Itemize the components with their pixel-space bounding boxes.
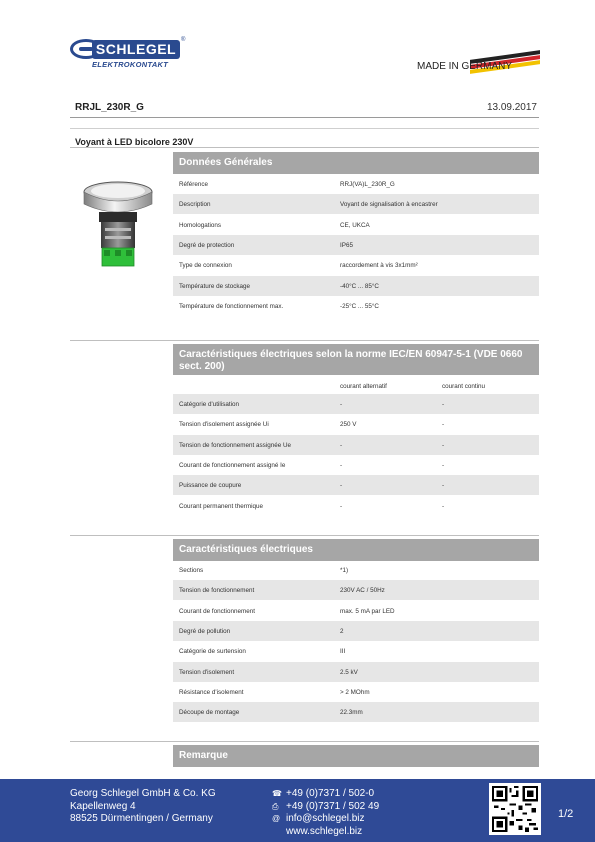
company-address bbox=[70, 788, 216, 826]
product-image bbox=[78, 180, 158, 280]
row-value: max. 5 mA par LED bbox=[340, 607, 395, 615]
row-label: Degré de protection bbox=[179, 241, 235, 249]
table-row bbox=[173, 475, 539, 495]
row-label: Découpe de montage bbox=[179, 709, 240, 717]
at-icon: @ bbox=[272, 814, 281, 823]
row-label: Description bbox=[179, 201, 211, 209]
row-label: Homologations bbox=[179, 221, 222, 229]
section-divider bbox=[70, 147, 539, 148]
row-value: - bbox=[340, 401, 343, 408]
row-value-dc: - bbox=[442, 482, 445, 490]
header-divider bbox=[70, 117, 539, 118]
row-value: Voyant de signalisation à encastrer bbox=[340, 201, 438, 209]
section-header-electrical: Caractéristiques électriques bbox=[173, 539, 539, 561]
phone-number[interactable]: +49 (0)7371 / 502-0 bbox=[286, 788, 375, 799]
row-value: IP65 bbox=[340, 241, 353, 249]
table-row bbox=[173, 235, 539, 255]
section-header-remark: Remarque bbox=[173, 745, 539, 767]
row-label: Type de connexion bbox=[179, 262, 232, 270]
table-row bbox=[173, 455, 539, 475]
fax-number: +49 (0)7371 / 502 49 bbox=[286, 800, 380, 812]
product-title: Voyant à LED bicolore 230V bbox=[75, 137, 194, 147]
table-row bbox=[173, 296, 539, 316]
row-label: Tension d'isolement bbox=[179, 668, 235, 676]
row-value: 2 bbox=[340, 627, 344, 635]
row-value-dc: - bbox=[442, 441, 445, 449]
row-label: Degré de pollution bbox=[179, 627, 231, 635]
row-value-dc: - bbox=[442, 502, 445, 510]
row-value: *1) bbox=[340, 567, 349, 574]
fax-icon: ⎙ bbox=[272, 801, 279, 811]
row-value: -25°C ... 55°C bbox=[340, 302, 379, 310]
company-street: Kapellenweg 4 bbox=[70, 800, 136, 812]
row-label: Courant permanent thermique bbox=[179, 502, 264, 510]
row-label: Température de fonctionnement max. bbox=[179, 302, 284, 310]
row-label: Tension de fonctionnement assignée Ue bbox=[179, 441, 292, 449]
table-row bbox=[173, 682, 539, 702]
qr-code[interactable] bbox=[489, 783, 541, 835]
logo-registered-mark: ® bbox=[181, 37, 186, 43]
table-row bbox=[173, 702, 539, 722]
row-value: -40°C ... 85°C bbox=[340, 282, 379, 290]
column-header-row bbox=[173, 376, 539, 396]
column-header-dc: courant continu bbox=[442, 383, 486, 390]
table-row bbox=[173, 601, 539, 621]
section-header-electrical-norm: Caractéristiques électriques selon la norme IEC/EN 60947-5-1 (VDE 0660 sect. 200) bbox=[173, 344, 539, 375]
row-value: - bbox=[340, 441, 343, 449]
row-value: 22.3mm bbox=[340, 709, 363, 717]
row-label: Température de stockage bbox=[179, 282, 251, 290]
table-row bbox=[173, 435, 539, 455]
website-link[interactable]: www.schlegel.biz bbox=[286, 825, 363, 837]
table-row bbox=[173, 560, 539, 580]
section-header-general: Données Générales bbox=[173, 152, 539, 174]
logo-box bbox=[92, 40, 180, 59]
row-value: - bbox=[340, 461, 343, 469]
row-label: Catégorie d'utilisation bbox=[179, 401, 240, 408]
row-label: Tension d'isolement assignée Ui bbox=[179, 421, 269, 429]
table-row bbox=[173, 580, 539, 600]
column-header-ac: courant alternatif bbox=[340, 383, 387, 390]
row-value-dc: - bbox=[442, 421, 445, 429]
row-value-dc: - bbox=[442, 401, 445, 408]
logo-subtitle: ELEKTROKONTAKT bbox=[92, 60, 169, 69]
table-row bbox=[173, 394, 539, 414]
row-label: Résistance d'isolement bbox=[179, 688, 244, 696]
row-value: RRJ(VA)L_230R_G bbox=[340, 181, 395, 188]
page-footer bbox=[0, 779, 595, 842]
row-label: Sections bbox=[179, 567, 204, 574]
section-divider bbox=[70, 535, 539, 536]
section-divider bbox=[70, 340, 539, 341]
made-in-germany: MADE IN GERMANY bbox=[417, 61, 513, 72]
company-contact bbox=[272, 788, 379, 838]
row-value: raccordement à vis 3x1mm² bbox=[340, 262, 418, 270]
row-label: Courant de fonctionnement assigné Ie bbox=[179, 461, 286, 469]
company-city: 88525 Dürmentingen / Germany bbox=[70, 813, 213, 824]
row-value: - bbox=[340, 502, 343, 510]
row-value: III bbox=[340, 648, 346, 656]
schlegel-logo bbox=[70, 37, 185, 69]
table-row bbox=[173, 276, 539, 296]
table-row bbox=[173, 641, 539, 661]
table-row bbox=[173, 255, 539, 275]
row-value-dc: - bbox=[442, 461, 445, 469]
table-row bbox=[173, 194, 539, 214]
row-value: CE, UKCA bbox=[340, 221, 370, 229]
row-label: Puissance de coupure bbox=[179, 482, 242, 490]
row-value: > 2 MOhm bbox=[340, 688, 370, 696]
header-divider-light bbox=[70, 128, 539, 129]
email-link[interactable]: info@schlegel.biz bbox=[286, 813, 365, 824]
table-row bbox=[173, 174, 539, 194]
row-label: Tension de fonctionnement bbox=[179, 587, 255, 595]
table-row bbox=[173, 414, 539, 434]
table-row bbox=[173, 662, 539, 682]
document-code: RRJL_230R_G bbox=[75, 102, 144, 113]
document-date: 13.09.2017 bbox=[486, 102, 537, 113]
row-label: Catégorie de surtension bbox=[179, 648, 246, 656]
row-value: 250 V bbox=[340, 421, 357, 429]
page-number: 1/2 bbox=[558, 808, 574, 820]
row-value: 230V AC / 50Hz bbox=[340, 587, 385, 595]
table-row bbox=[173, 621, 539, 641]
row-value: - bbox=[340, 482, 343, 490]
table-row bbox=[173, 496, 539, 516]
phone-icon: ☎ bbox=[272, 789, 282, 798]
row-label: Courant de fonctionnement bbox=[179, 607, 255, 615]
section-divider bbox=[70, 741, 539, 742]
table-row bbox=[173, 215, 539, 235]
qr-code-graphic bbox=[492, 786, 538, 832]
row-value: 2.5 kV bbox=[340, 668, 358, 676]
logo-name: SCHLEGEL bbox=[95, 41, 177, 57]
row-label: Référence bbox=[179, 181, 209, 188]
company-name: Georg Schlegel GmbH & Co. KG bbox=[70, 788, 216, 799]
